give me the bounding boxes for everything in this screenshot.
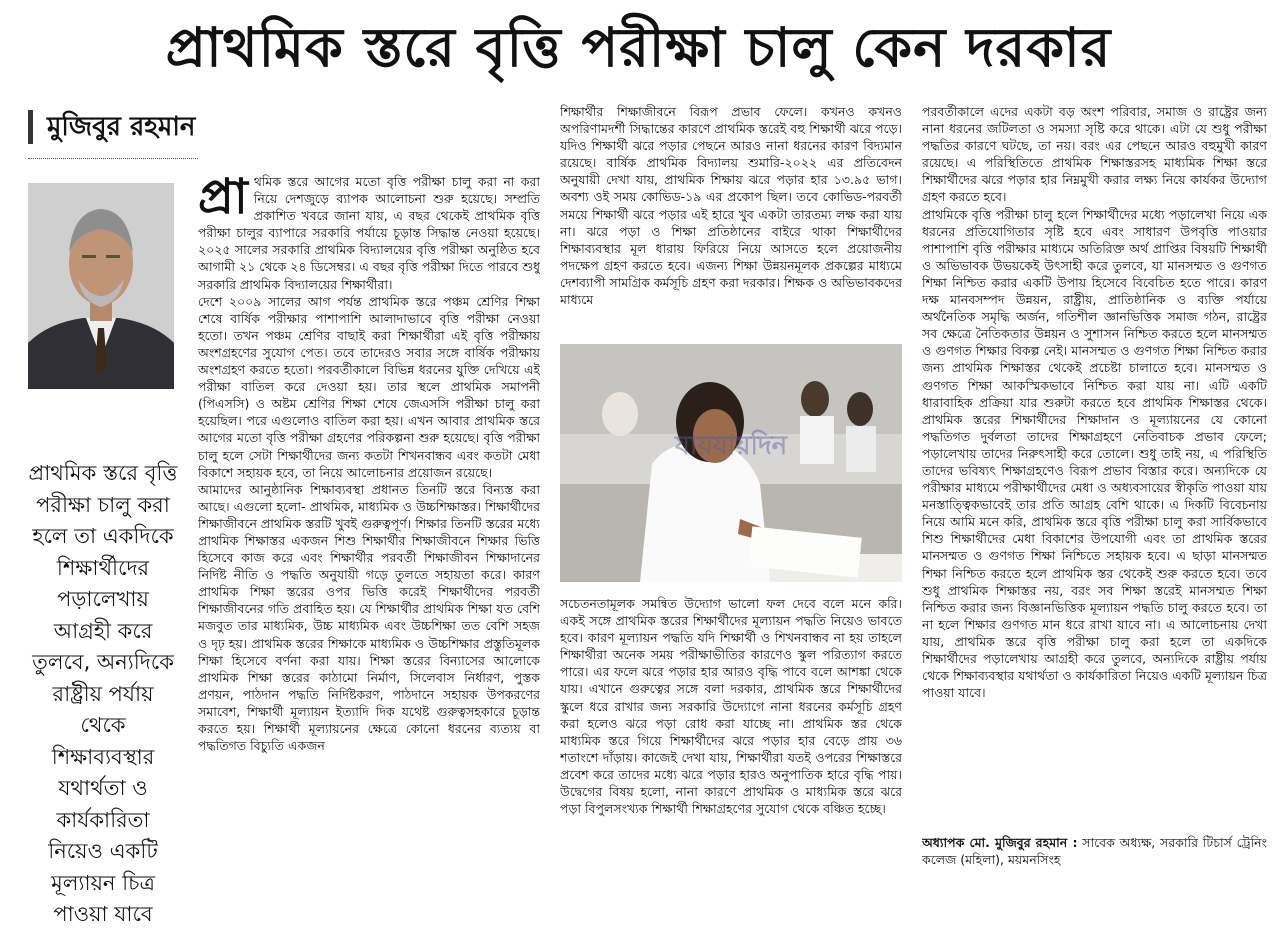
pull-quote: প্রাথমিক স্তরে বৃত্তি পরীক্ষা চালু করা হলে তা একদিকে শিক্ষার্থীদের পড়ালেখায় আগ্রহী করে তুলবে, অন্যদিকে রাষ্ট্রীয় পর্যায় থেকে শিক্ষাব্যবস্থার যথার্থতা ও কার্যকারিতা নিয়েও একটি মূল্যায়ন চিত্র পাওয়া যাবে — [28, 461, 178, 926]
headline: প্রাথমিক স্তরে বৃত্তি পরীক্ষা চালু কেন দরকার — [165, 16, 1112, 79]
paragraph-lead: থমিক স্তরে আগের মতো বৃত্তি পরীক্ষা চালু করা না করা নিয়ে দেশজুড়ে ব্যাপক আলোচনা শুরু হয়েছে। সম্প্রতি প্রকাশিত খবরে জানা যায়, এ বছর থেকেই প্রাথমিক বৃত্তি পরীক্ষা চালুর ব্যাপারে সরকারি পর্যায়ে চূড়ান্ত সিদ্ধান্ত নেওয়া হয়েছে। ২০২৫ সালের সরকারি প্রাথমিক বিদ্যালয়ের বৃত্তি পরীক্ষা অনুষ্ঠিত হবে আগামী ২১ থেকে ২৪ ডিসেম্বর। এ বছর বৃত্তি পরীক্ষা দিতে পারবে শুধু সরকারি প্রাথমিক বিদ্যালয়ের শিক্ষার্থীরা। — [198, 174, 540, 292]
paragraph: শিক্ষার্থীর শিক্ষাজীবনে বিরূপ প্রভাব ফেলে। কখনও কখনও অপরিণামদর্শী সিদ্ধান্তের কারণে প্রাথমিক স্তরেই বহু শিক্ষার্থী ঝরে পড়ে। যদিও শিক্ষার্থী ঝরে পড়ার পেছনে আরও নানা ধরনের কারণ বিদ্যমান রয়েছে। বার্ষিক প্রাথমিক বিদ্যালয় শুমারি-২০২২ এর প্রতিবেদন অনুযায়ী দেখা যায়, প্রাথমিক শিক্ষায় ঝরে পড়ার হার ১৩.৯৫ ভাগ। অবশ্য ওই সময় কোভিড-১৯ এর প্রকোপ ছিল। তবে কোভিড-পরবর্তী সময়ে শিক্ষার্থী ঝরে পড়ার এই হারে খুব একটা তারতম্য লক্ষ করা যায় না। ঝরে পড়া ও শিক্ষা প্রতিষ্ঠানের বাইরে থাকা শিক্ষার্থীদের শিক্ষাব্যবস্থার মূল ধারায় ফিরিয়ে নিয়ে আসতে হলে প্রয়োজনীয় পদক্ষেপ গ্রহণ করতে হবে। এজন্য শিক্ষা উন্নয়নমূলক প্রকল্পের মাধ্যমে দেশব্যাপী সামগ্রিক কর্মসূচি গ্রহণ করা দরকার। শিক্ষক ও অভিভাবকদের মাধ্যমে — [560, 104, 902, 308]
paragraph: সচেতনতামূলক সমন্বিত উদ্যোগ ভালো ফল দেবে বলে মনে করি। একই সঙ্গে প্রাথমিক স্তরের শিক্ষার্থীদের মূল্যায়ন পদ্ধতি নিয়েও ভাবতে হবে। কারণ মূল্যায়ন পদ্ধতি যদি শিক্ষার্থী ও শিখনবান্ধব না হয় তাহলে শিক্ষার্থীরা অনেক সময় পরীক্ষাভীতির কারণেও স্কুল পরিত্যাগ করতে পারে। এর ফলে ঝরে পড়ার হার আরও বৃদ্ধি পাবে বলে আশঙ্কা থেকে যায়। এখানে গুরুত্বের সঙ্গে বলা দরকার, প্রাথমিক স্তরে শিক্ষার্থীদের স্কুলে ধরে রাখার জন্য সরকারি উদ্যোগে নানা ধরনের কর্মসূচি গ্রহণ করা হলেও ঝরে পড়া রোধ করা যাচ্ছে না। প্রাথমিক স্তর থেকে মাধ্যমিক স্তরে গিয়ে শিক্ষার্থীদের ঝরে পড়ার হার বেড়ে প্রায় ৩৬ শতাংশে দাঁড়ায়। কাজেই দেখা যায়, শিক্ষার্থীরা যতই ওপরের শিক্ষাস্তরে প্রবেশ করে তাদের মধ্যে ঝরে পড়ার হারও অনুপাতিক হারে বৃদ্ধি পায়। উদ্বেগের বিষয় হলো, নানা কারণে প্রাথমিক ও মাধ্যমিক স্তরে ঝরে পড়া বিপুলসংখ্যক শিক্ষার্থী শিক্ষাগ্রহণের সুযোগ থেকে বঞ্চিত হচ্ছে। — [560, 596, 902, 817]
byline-divider — [28, 158, 198, 159]
publisher-watermark: যায়যায়দিন — [674, 431, 788, 461]
paragraph: দেশে ২০০৯ সালের আগ পর্যন্ত প্রাথমিক স্তরে পঞ্চম শ্রেণির শিক্ষা শেষে বার্ষিক পরীক্ষার পাশাপাশি আলাদাভাবে বৃত্তি পরীক্ষা নেওয়া হতো। তখন পঞ্চম শ্রেণির বাছাই করা শিক্ষার্থীরা এই বৃত্তি পরীক্ষায় অংশগ্রহণের সুযোগ পেত। তবে তাদেরও সবার সঙ্গে বার্ষিক পরীক্ষায় অংশগ্রহণ করতে হতো। পরবর্তীকালে বিভিন্ন ধরনের যুক্তি দেখিয়ে এই পরীক্ষা বাতিল করে দেওয়া হয়। তার স্থলে প্রাথমিক সমাপনী (পিএসসি) ও অষ্টম শ্রেণির শিক্ষা শেষে জেএসসি পরীক্ষা চালু করা হয়েছিল। পরে এগুলোও বাতিল করা হয়। এখন আবার প্রাথমিক স্তরে আগের মতো বৃত্তি পরীক্ষা গ্রহণের পরিকল্পনা শুরু হয়েছে। বৃত্তি পরীক্ষা চালু হলে সেটা শিক্ষার্থীদের জন্য কতটা শিখনবান্ধব এবং কতটা মেধা বিকাশে সহায়ক হবে, তা নিয়ে আলোচনার প্রয়োজন রয়েছে। — [198, 293, 540, 480]
article-column-3 — [922, 103, 1267, 843]
drop-cap: প্রা — [198, 173, 248, 225]
paragraph: আমাদের আনুষ্ঠানিক শিক্ষাব্যবস্থা প্রধানত তিনটি স্তরে বিন্যস্ত করা আছে। এগুলো হলো- প্রাথমিক, মাধ্যমিক ও উচ্চশিক্ষাস্তর। শিক্ষার্থীদের শিক্ষাজীবনে প্রাথমিক স্তরটি খুবই গুরুত্বপূর্ণ। শিক্ষার তিনটি স্তরের মধ্যে প্রাথমিক শিক্ষাস্তর একজন শিশু শিক্ষার্থীর শিক্ষাজীবনে শিক্ষার ভিত্তি হিসেবে কাজ করে এবং শিক্ষার্থীর পরবর্তী শিক্ষাজীবন শিক্ষাদানের নির্দিষ্ট নীতি ও পদ্ধতি অনুযায়ী গড়ে তুলতে সহায়তা করে। কারণ প্রাথমিক শিক্ষা স্তরের ওপর ভিত্তি করেই শিক্ষার্থীদের পরবর্তী শিক্ষাজীবনের গতি প্রবাহিত হয়। যে শিক্ষার্থীর প্রাথমিক শিক্ষা যত বেশি মজবুত তার মাধ্যমিক, উচ্চ মাধ্যমিক এবং উচ্চশিক্ষা তত বেশি সহজ ও দৃঢ় হয়। প্রাথমিক স্তরের শিক্ষাকে মাধ্যমিক ও উচ্চশিক্ষার প্রস্তুতিমূলক শিক্ষা হিসেবে বর্ণনা করা যায়। শিক্ষা স্তরের বিন্যাসের আলোকে প্রাথমিক শিক্ষা স্তরের কাঠামো নির্মাণ, সিলেবাস নির্ধারণ, পুস্তক প্রণয়ন, পাঠদান পদ্ধতি নির্দিষ্টকরণ, পাঠদানে সহায়ক উপকরণের সমাবেশ, শিক্ষার্থী মূল্যায়ন ইত্যাদি দিক যথেষ্ট গুরুত্বসহকারে চূড়ান্ত করতে হয়। শিক্ষার্থী মূল্যায়নের ক্ষেত্রে কোনো ধরনের ব্যত্যয় বা পদ্ধতিগত বিচ্যুতি একজন — [198, 481, 540, 754]
paragraph: পরবর্তীকালে এদের একটা বড় অংশ পরিবার, সমাজ ও রাষ্ট্রের জন্য নানা ধরনের জটিলতা ও সমস্যা সৃষ্টি করে থাকে। এটা যে শুধু পরীক্ষা পদ্ধতির কারণে ঘটছে, তা নয়। বরং এর পেছনে আরও বহুমুখী কারণ রয়েছে। এ পরিস্থিতিতে প্রাথমিক শিক্ষাস্তরসহ মাধ্যমিক শিক্ষা স্তরে শিক্ষার্থীদের ঝরে পড়ার হার নিম্নমুখী করার লক্ষ্য নিয়ে কার্যকর উদ্যোগ গ্রহণ করতে হবে। — [922, 104, 1267, 205]
author-bio-name: অধ্যাপক মো. মুজিবুর রহমান : — [922, 835, 1078, 850]
article-column-2-bottom — [560, 595, 902, 871]
article-column-2-top — [560, 103, 902, 343]
author-bio-text: সাবেক অধ্যক্ষ, সরকারি টিচার্স ট্রেনিং কলেজ (মহিলা), ময়মনসিংহ — [922, 835, 1267, 868]
author-byline: মুজিবুর রহমান — [28, 110, 195, 144]
article-column-1 — [198, 173, 540, 871]
author-bio — [922, 834, 1267, 874]
paragraph: প্রাথমিকে বৃত্তি পরীক্ষা চালু হলে শিক্ষার্থীদের মধ্যে পড়ালেখা নিয়ে এক ধরনের প্রতিযোগিতার সৃষ্টি হবে এবং সাধারণ উপবৃত্তি পাওয়ার পাশাপাশি বৃত্তি পরীক্ষার মাধ্যমে অতিরিক্ত অর্থ প্রাপ্তির বিষয়টি শিক্ষার্থী ও অভিভাবক উভয়কেই উৎসাহী করে তুলবে, যা মানসম্মত ও গুণগত শিক্ষা নিশ্চিত করার একটি উপায় হিসেবে বিবেচিত হতে পারে। কারণ দক্ষ মানবসম্পদ উন্নয়ন, রাষ্ট্রীয়, প্রাতিষ্ঠানিক ও ব্যক্তি পর্যায়ে অর্থনৈতিক সমৃদ্ধি অর্জন, গতিশীল জ্ঞানভিত্তিক সমাজ গঠন, রাষ্ট্রের সব ক্ষেত্রে নৈতিকতার উন্নয়ন ও সুশাসন নিশ্চিত করতে হলে মানসম্মত ও গুণগত শিক্ষার বিকল্প নেই। মানসম্মত ও গুণগত শিক্ষা নিশ্চিত করার জন্য প্রাথমিক শিক্ষাস্তর থেকেই প্রচেষ্টা চালাতে হবে। মানসম্মত ও গুণগত শিক্ষা আকস্মিকভাবে নিশ্চিত করা যায় না। এটি একটি ধারাবাহিক প্রক্রিয়া যার শুরুটা করতে হবে প্রাথমিক শিক্ষাস্তর থেকে। প্রাথমিক স্তরের শিক্ষার্থীদের শিক্ষাদান ও মূল্যায়নের যে কোনো পদ্ধতিগত দুর্বলতা তাদের শিক্ষাগ্রহণে নেতিবাচক প্রভাব ফেলে; পড়ালেখায় তাদের নিরুৎসাহী করে তোলে। শুধু তাই নয়, এ পরিস্থিতি তাদের ভবিষ্যৎ শিক্ষাগ্রহণেও বিরূপ প্রভাব বিস্তার করে। অন্যদিকে যে পরীক্ষার মাধ্যমে পরীক্ষার্থীদের মেধা ও অধ্যবসায়ের স্বীকৃতি পাওয়া যায় মনস্তাত্ত্বিকভাবেই তার প্রতি আগ্রহ বেশি থাকে। এ দিকটি বিবেচনায় নিয়ে আমি মনে করি, প্রাথমিক স্তরে বৃত্তি পরীক্ষা চালু করা সার্বিকভাবে শিশু শিক্ষার্থীদের মেধা বিকাশের উপযোগী এবং তা প্রাথমিক স্তরের মানসম্মত ও গুণগত শিক্ষা নিশ্চিতে সহায়ক হবে। এ ছাড়া মানসম্মত শিক্ষা নিশ্চিত করতে হলে প্রাথমিক স্তর থেকেই শুরু করতে হবে। তবে শুধু প্রাথমিক শিক্ষাস্তর নয়, বরং সব শিক্ষা স্তরেই মানসম্মত শিক্ষা নিশ্চিত করার জন্য বিজ্ঞানভিত্তিক মূল্যায়ন পদ্ধতি চালু করতে হবে। তা না হলে শিক্ষার গুণগত মান ধরে রাখা যাবে না। এ আলোচনায় দেখা যায়, প্রাথমিক স্তরে বৃত্তি পরীক্ষা চালু করা হলে তা একদিকে শিক্ষার্থীদের পড়ালেখায় আগ্রহী করে তুলবে, অন্যদিকে রাষ্ট্রীয় পর্যায় থেকে শিক্ষাব্যবস্থার যথার্থতা ও কার্যকারিতা নিয়েও একটি মূল্যায়ন চিত্র পাওয়া যাবে। — [922, 206, 1267, 701]
author-portrait — [28, 183, 174, 389]
author-photo — [28, 183, 174, 389]
